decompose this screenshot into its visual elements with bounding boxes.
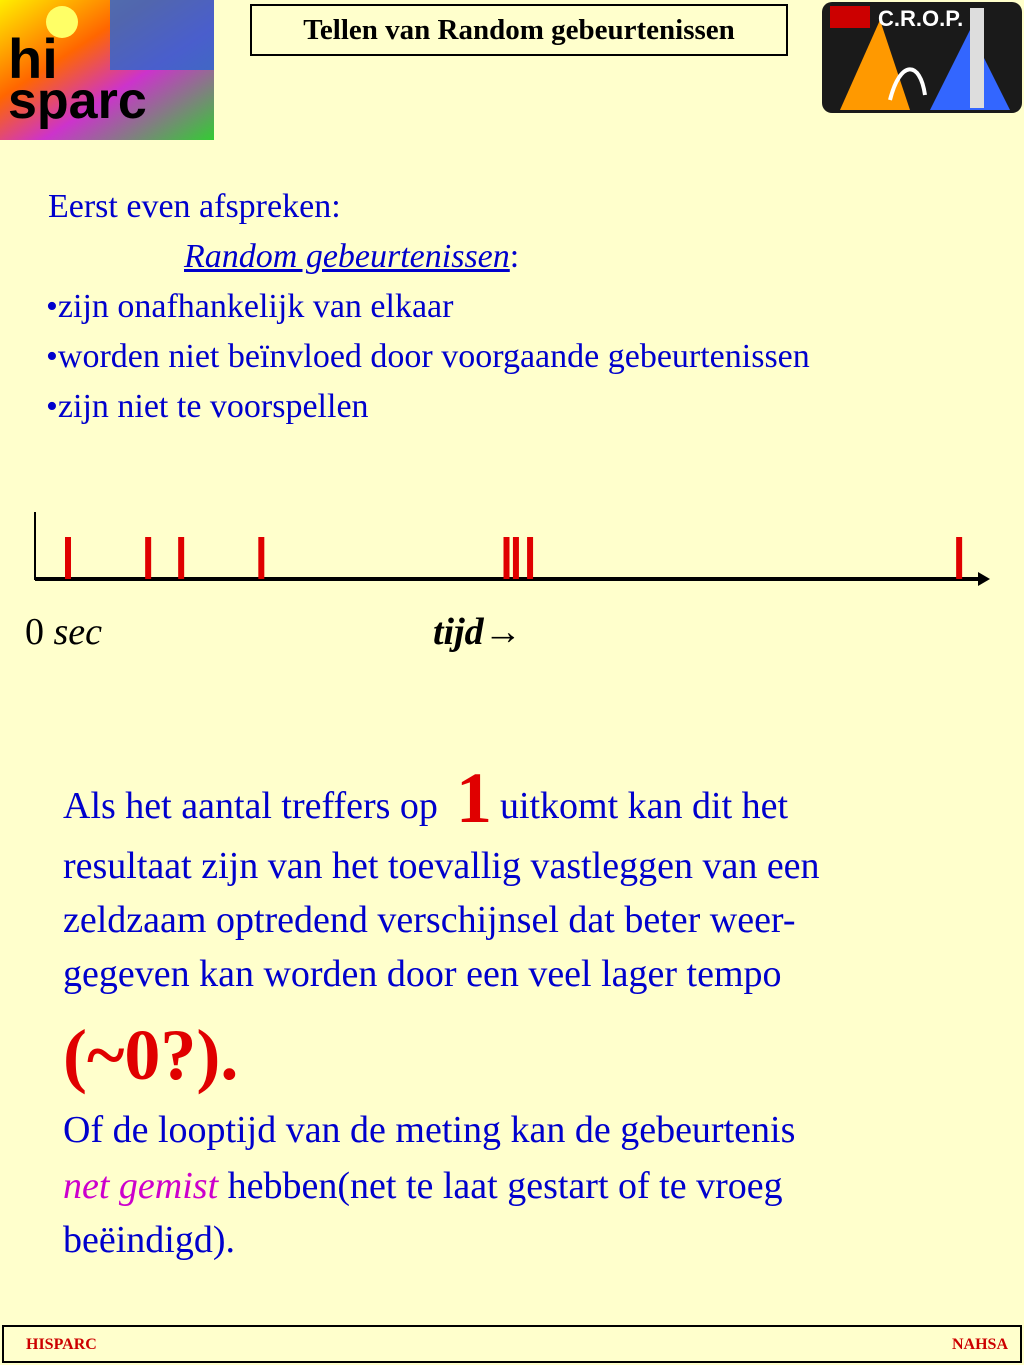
line7-rest: hebben(net te laat gestart of te vroeg [218,1165,783,1207]
paragraph-line-7 [63,1158,783,1214]
timeline-axis-label [433,610,522,654]
line1-after: uitkomt kan dit het [499,785,789,827]
paragraph-line-3: zeldzaam optredend verschijnsel dat beter weer- [63,899,796,941]
bullet-not-influenced: •worden niet beïnvloed door voorgaande gebeurtenissen [46,338,810,375]
paragraph-line-6: Of de looptijd van de meting kan de gebeurtenis [63,1109,796,1151]
bullet-unpredictable: •zijn niet te voorspellen [46,388,369,425]
arrow-right-icon: → [483,611,522,653]
axis-label-text: tijd [433,611,484,653]
slide-title-text: Tellen van Random gebeurtenissen [303,13,735,46]
rate-estimate: (~0?). [63,1015,239,1095]
random-events-term: Random gebeurtenissen [184,238,510,275]
intro-subheading [184,232,519,282]
event-marks [68,537,959,579]
origin-unit: sec [53,611,103,653]
paragraph-line-1 [63,758,789,838]
timeline-arrowhead [978,572,990,586]
origin-value: 0 [25,611,44,653]
svg-text:sparc: sparc [8,72,147,130]
svg-text:hi: hi [8,27,58,90]
slide-title [250,4,788,56]
paragraph-line-4: gegeven kan worden door een veel lager tempo [63,953,782,995]
slide-footer [2,1325,1022,1363]
crop-logo [820,0,1024,115]
net-gemist-emphasis: net gemist [63,1165,219,1207]
footer-left-text: HISPARC [26,1336,97,1353]
event-timeline [0,500,1024,620]
hisparc-logo [0,0,214,140]
hit-count-one: 1 [455,758,492,838]
footer-right-text: NAHSA [951,1336,1008,1353]
bullet-independent: •zijn onafhankelijk van elkaar [46,288,454,325]
svg-text:C.R.O.P.: C.R.O.P. [878,6,964,31]
paragraph-line-2: resultaat zijn van het toevallig vastleggen van een [63,845,820,887]
intro-heading: Eerst even afspreken: [48,188,341,225]
paragraph-line-8: beëindigd). [63,1219,236,1261]
line1-before: Als het aantal treffers op [63,785,438,827]
timeline-origin-label [25,610,102,654]
subheading-colon: : [509,238,520,275]
